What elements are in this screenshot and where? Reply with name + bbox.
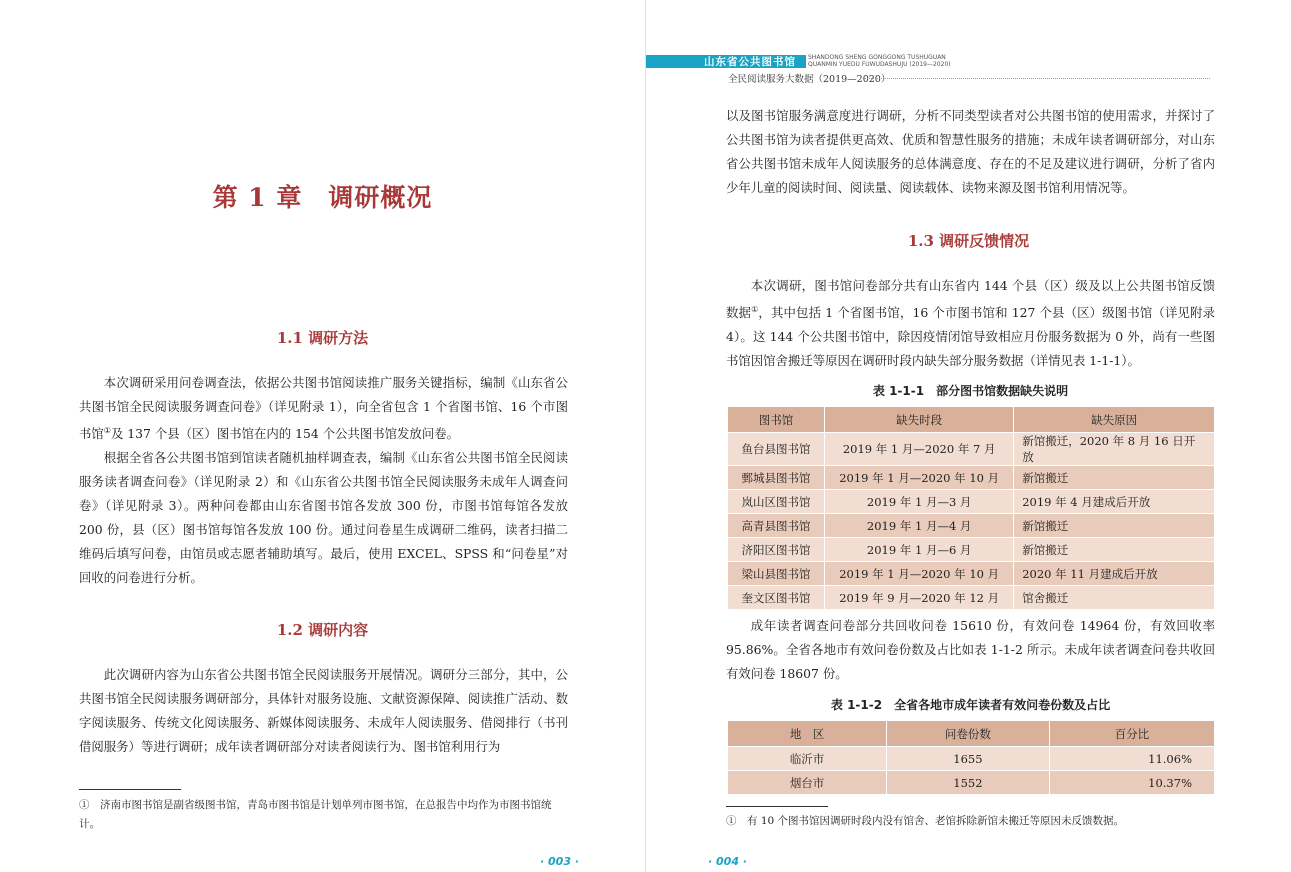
footnote: ① 济南市图书馆是副省级图书馆，青岛市图书馆是计划单列市图书馆，在总报告中均作为市图书馆统计。 (79, 799, 552, 830)
section-1-2-title: 1.2 调研内容 (276, 621, 369, 639)
page-number: · 003 · (540, 855, 579, 868)
paragraph: 以及图书馆服务满意度进行调研，分析不同类型读者对公共图书馆的使用需求，并探讨了公共图书馆为读者提供更高效、优质和智慧性服务的措施；未成年读者调研部分，对山东省公共图书馆未成年人阅读服务的总体满意度、存在的不足及建议进行调研，分析了省内少年儿童的阅读时间、阅读量、阅读载体、读物来源及图书馆利用情况等。 (726, 108, 1215, 195)
cell: 2019 年 1 月—2020 年 10 月 (825, 466, 1014, 490)
cell: 新馆搬迁，2020 年 8 月 16 日开放 (1014, 433, 1215, 466)
footnote-divider (726, 806, 828, 807)
paragraph: 本次调研，图书馆问卷部分共有山东省内 144 个县（区）级及以上公共图书馆反馈数据 (726, 278, 1215, 321)
cell: 馆舍搬迁 (1014, 586, 1215, 610)
cell: 2019 年 1 月—2020 年 7 月 (825, 433, 1014, 466)
footnote-divider (79, 789, 181, 790)
cell: 2019 年 9 月—2020 年 12 月 (825, 586, 1014, 610)
table-row (728, 747, 1215, 771)
table-row (728, 433, 1215, 466)
cell: 新馆搬迁 (1014, 538, 1215, 562)
continued-body (726, 104, 1215, 200)
paragraph: 根据全省各公共图书馆到馆读者随机抽样调查表，编制《山东省公共图书馆全民阅读服务读者调查问卷》（详见附录 2）和《山东省公共图书馆全民阅读服务未成年人调查问卷》（详见附录 3）。两种问卷都由山东省图书馆各发放 300 份，市图书馆每馆各发放 200 份，县（区）图书馆每馆各发放 100 份。通过问卷星生成调研二维码，读者扫描二维码后填写问卷，由馆员或志愿者辅助填写。最后，使用 EXCEL、SPSS 和“问卷星”对回收的问卷进行分析。 (79, 450, 568, 586)
paragraph: 本次调研采用问卷调查法，依据公共图书馆阅读推广服务关键指标，编制《山东省公共图书馆全民阅读服务调查问卷》（详见附录 1），向全省包含 1 个省图书馆、16 个市图书馆 (79, 375, 568, 442)
footnote: ① 有 10 个图书馆因调研时段内没有馆舍、老馆拆除新馆未搬迁等原因未反馈数据。 (726, 815, 1125, 827)
col-header: 缺失原因 (1014, 407, 1215, 433)
paragraph: 成年读者调查问卷部分共回收问卷 15610 份，有效问卷 14964 份，有效回收率 95.86%。全省各地市有效问卷份数及占比如表 1-1-2 所示。未成年读者调查问卷共收回有效问卷 18607 份。 (726, 618, 1215, 681)
section-1-2-body (79, 663, 568, 759)
cell: 济阳区图书馆 (728, 538, 825, 562)
cell: 11.06% (1049, 747, 1214, 771)
cell: 新馆搬迁 (1014, 514, 1215, 538)
cell: 烟台市 (728, 771, 887, 795)
cell: 岚山区图书馆 (728, 490, 825, 514)
paragraph-tail: ，其中包括 1 个省图书馆，16 个市图书馆和 127 个县（区）级图书馆（详见附录 4）。这 144 个公共图书馆中，除因疫情闭馆导致相应月份服务数据为 0 外，尚有一些图书馆因馆舍搬迁等原因在调研时段内缺失部分服务数据（详情见表 1-1-1）。 (726, 305, 1215, 369)
footnote-marker: ① (751, 305, 759, 314)
table-row (728, 514, 1215, 538)
page-number: · 004 · (708, 855, 747, 868)
table-row (728, 771, 1215, 795)
table-1-caption: 表 1-1-1 部分图书馆数据缺失说明 (872, 384, 1069, 398)
col-header: 地 区 (728, 721, 887, 747)
running-header-dotted-rule (864, 78, 1210, 79)
section-1-3-title: 1.3 调研反馈情况 (907, 232, 1030, 250)
cell: 2019 年 1 月—2020 年 10 月 (825, 562, 1014, 586)
section-1-1-title: 1.1 调研方法 (276, 329, 369, 347)
running-header-subtitle: 全民阅读服务大数据（2019—2020） (728, 74, 891, 85)
pinyin-line-2: QUANMIN YUEDU FUWUDASHUJU (2019—2020) (808, 61, 951, 68)
table-2-caption: 表 1-1-2 全省各地市成年读者有效问卷份数及占比 (830, 698, 1111, 712)
col-header: 缺失时段 (825, 407, 1014, 433)
paragraph-tail: 及 137 个县（区）图书馆在内的 154 个公共图书馆发放问卷。 (110, 426, 459, 442)
cell: 高青县图书馆 (728, 514, 825, 538)
pinyin-line-1: SHANDONG SHENG GONGGONG TUSHUGUAN (808, 54, 946, 61)
cell: 2020 年 11 月建成后开放 (1014, 562, 1215, 586)
col-header: 百分比 (1049, 721, 1214, 747)
cell: 新馆搬迁 (1014, 466, 1215, 490)
paragraph: 此次调研内容为山东省公共图书馆全民阅读服务开展情况。调研分三部分，其中，公共图书馆全民阅读服务调研部分，具体针对服务设施、文献资源保障、阅读推广活动、数字阅读服务、传统文化阅读服务、新媒体阅读服务、未成年人阅读服务、借阅排行（书刊借阅服务）等进行调研；成年读者调研部分对读者阅读行为、图书馆利用行为 (79, 667, 568, 754)
post-table-body (726, 614, 1215, 686)
table-row (728, 586, 1215, 610)
cell: 2019 年 1 月—3 月 (825, 490, 1014, 514)
cell: 1655 (887, 747, 1050, 771)
cell: 临沂市 (728, 747, 887, 771)
table-row (728, 490, 1215, 514)
table-row (728, 562, 1215, 586)
cell: 梁山县图书馆 (728, 562, 825, 586)
missing-data-table (727, 406, 1215, 610)
chapter-title: 第 1 章 调研概况 (212, 183, 433, 212)
section-1-3-body (726, 274, 1215, 373)
section-1-1-body (79, 371, 568, 590)
cell: 2019 年 1 月—4 月 (825, 514, 1014, 538)
running-header-title: 山东省公共图书馆 (704, 56, 796, 68)
running-header-pinyin (808, 54, 951, 68)
cell: 10.37% (1049, 771, 1214, 795)
col-header: 问卷份数 (887, 721, 1050, 747)
questionnaire-share-table (727, 720, 1215, 795)
table-row (728, 538, 1215, 562)
cell: 2019 年 1 月—6 月 (825, 538, 1014, 562)
cell: 2019 年 4 月建成后开放 (1014, 490, 1215, 514)
cell: 鱼台县图书馆 (728, 433, 825, 466)
cell: 1552 (887, 771, 1050, 795)
cell: 奎文区图书馆 (728, 586, 825, 610)
cell: 鄄城县图书馆 (728, 466, 825, 490)
right-page (646, 0, 1291, 872)
left-page (0, 0, 645, 872)
footnote-marker: ① (103, 426, 111, 435)
table-row (728, 466, 1215, 490)
col-header: 图书馆 (728, 407, 825, 433)
